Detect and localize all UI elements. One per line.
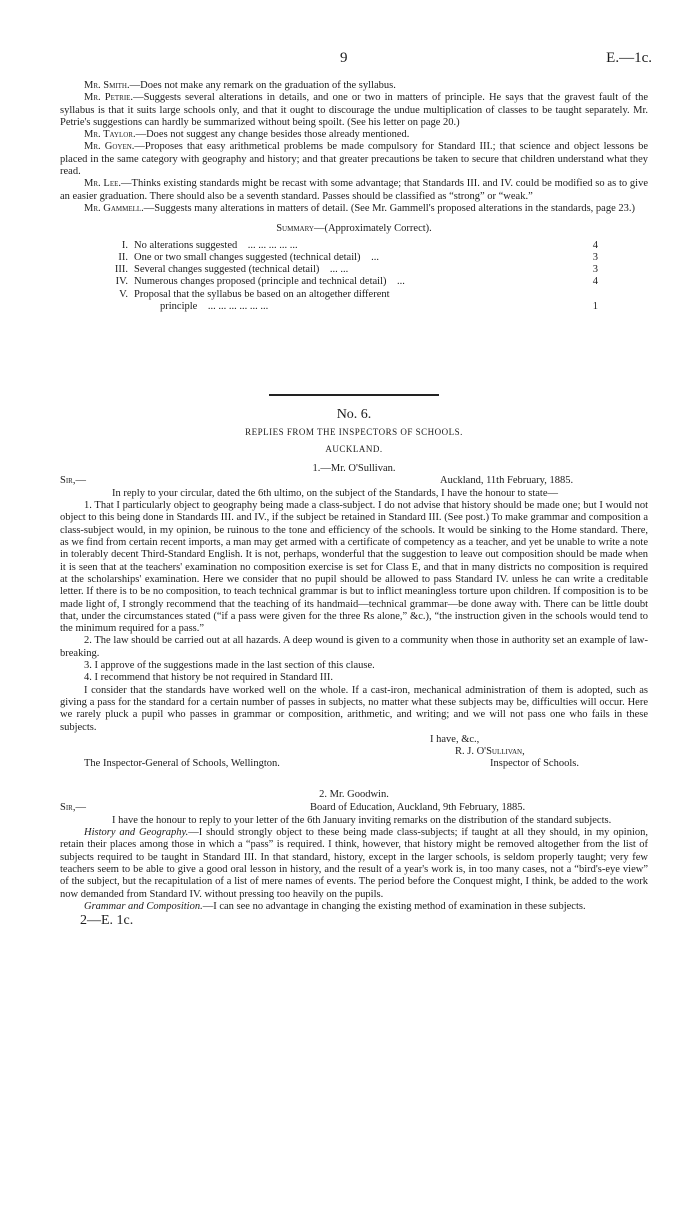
letter1-para1: 1. That I particularly object to geography being made a class-subject. I do not advise that history should be made one; but I would not object to this being done in Standards III. and IV., if the subject be retained in Standard III. (See post.) To make grammar and composition a class-subject would, in my opinion, be ruinous to the tone and efficiency of the schools. It would be sinking to the Home standard. There, as we find from certain recent imports, a man may get armed with a certificate of competency as a teacher, and yet be unable to write a note in tolerably decent Third-Standard English. It is not, perhaps, wonderful that the suggestion to leave out composition should be made when it is seen that at the teachers' examination no composition exercise is set for Class E, and that in many districts no composition is required at the scholarships' examination. Here we consider that no pupil should be allowed to pass Standard IV. unless he can write a creditable letter. If there is to be no composition, to teach technical grammar is but to inflict meaningless torture upon children. If composition is to be made light of, I strongly recommend that the teaching of its handmaid—technical grammar—be done away with. There can be little doubt that, under the circumstances stated (“if a pass were given for the three Rs alone,” &c.), “the instruction given in the schools would tend to the minimum required for a pass.” — [60, 500, 648, 635]
remark-gammell: Mr. Gammell.—Suggests many alterations in matters of detail. (See Mr. Gammell's proposed alterations in the standards, page 23.) — [84, 202, 635, 214]
letter1-signature: R. J. O'Sullivan, — [455, 746, 525, 758]
section-subtitle: REPLIES FROM THE INSPECTORS OF SCHOOLS. — [245, 427, 463, 437]
remark-taylor: Mr. Taylor.—Does not suggest any change besides those already mentioned. — [84, 129, 410, 141]
letter1-para5: I consider that the standards have worked well on the whole. If a cast-iron, mechanical administration of them is adopted, such as giving a pass for the standard for a certain number of passes in subjects, no matter what these subjects may be, difficulties will occur. Here we rarely pluck a pupil who passes in grammar or composition, arithmetic, and writing; and we will not pass one who fails in these subjects. — [60, 684, 648, 733]
letter1-dateline: Auckland, 11th February, 1885. — [440, 474, 574, 486]
remark-petrie: Mr. Petrie.—Suggests several alterations in details, and one or two in matters of principle. He says that the gravest fault of the syllabus is that it suits large schools only, and that it ought to discourage the undue multiplication of classes to be taught separately. Mr. Petrie's suggestions can hardly be summarized without being spoilt. (See his letter on page 20.) — [60, 92, 648, 128]
summary-table — [100, 240, 598, 314]
section-region: AUCKLAND. — [325, 444, 383, 455]
letter2-salutation-row — [60, 802, 648, 815]
summary-row: I. No alterations suggested ... ... ... ... ... 4 — [121, 239, 598, 251]
section-divider — [269, 394, 439, 396]
letter1-para3: 3. I approve of the suggestions made in the last section of this clause. — [84, 660, 375, 672]
letter1-intro: In reply to your circular, dated the 6th ultimo, on the subject of the Standards, I have the honour to state— — [112, 487, 559, 499]
summary-row: IV. Numerous changes proposed (principle and technical detail) ... 4 — [115, 276, 598, 288]
summary-row: V. Proposal that the syllabus be based on an altogether different — [119, 288, 390, 300]
letter1-salutation: Sir,— — [60, 474, 86, 486]
letter2-salutation: Sir,— — [60, 801, 86, 813]
letter-section — [60, 394, 648, 927]
summary-row: II. One or two small changes suggested (technical detail) ... 3 — [118, 251, 598, 263]
letter1-para4: 4. I recommend that history be not required in Standard III. — [84, 672, 334, 684]
letter2-para2: Grammar and Composition.—I can see no advantage in changing the existing method of examination in these subjects. — [84, 900, 586, 912]
opening-section — [60, 80, 648, 313]
letter1-salutation-row — [60, 475, 648, 488]
summary-title: Summary—(Approximately Correct). — [276, 223, 432, 235]
letter1-heading: 1.—Mr. O'Sullivan. — [312, 462, 396, 474]
letter2-intro: I have the honour to reply to your letter of the 6th January inviting remarks on the distribution of the standard subjects. — [112, 814, 612, 826]
letter2-dateline: Board of Education, Auckland, 9th February, 1885. — [310, 801, 526, 813]
page-header — [0, 50, 700, 70]
remark-smith: Mr. Smith.—Does not make any remark on the graduation of the syllabus. — [84, 80, 396, 91]
page-number: 9 — [340, 50, 348, 66]
letter1-title: Inspector of Schools. — [490, 758, 579, 770]
letter1-addressee: The Inspector-General of Schools, Wellington. — [84, 758, 280, 770]
letter2-para1: History and Geography.—I should strongly object to these being made class-subjects; if taught at all they should, in my opinion, retain their places among those in which a “pass” is required. I think, however, that history might be removed altogether from the list of subjects required to be taught in Standard III. In that standard, history, except in the larger schools, is seldom properly taught; very few teachers seem to be able to give a good oral lesson in history, and the result of a year's work is, in too many cases, not a “bird's-eye view” of the subject, but the recapitulation of a list of mere names of events. The period before the Conquest might, I think, be added to the work now demanded from Standard IV. without pressing too heavily on the pupils. — [60, 827, 648, 900]
summary-row: III. Several changes suggested (technical detail) ... ... 3 — [114, 264, 598, 276]
letter1-para2: 2. The law should be carried out at all hazards. A deep wound is given to a community when those in authority set an example of law-breaking. — [60, 635, 648, 659]
document-reference: E.—1c. — [606, 50, 652, 66]
letter2-heading: 2. Mr. Goodwin. — [319, 789, 389, 801]
section-title: No. 6. — [336, 407, 372, 422]
letter1-addressee-row — [60, 758, 648, 771]
signature-mark: 2—E. 1c. — [80, 913, 134, 929]
summary-row: principle ... ... ... ... ... ... 1 — [160, 301, 598, 313]
letter1-closing: I have, &c., — [430, 733, 480, 745]
remark-goyen: Mr. Goyen.—Proposes that easy arithmetical problems be made compulsory for Standard III.; that science and object lessons be placed in the same category with geography and history; and that greater precautions be taken to secure that children understand what they read. — [60, 141, 648, 178]
remark-lee: Mr. Lee.—Thinks existing standards might be recast with some advantage; that Standards III. and IV. could be modified so as to give an easier graduation. There should also be a seventh standard. Passes should be classified as “strong” or “weak.” — [60, 178, 648, 202]
